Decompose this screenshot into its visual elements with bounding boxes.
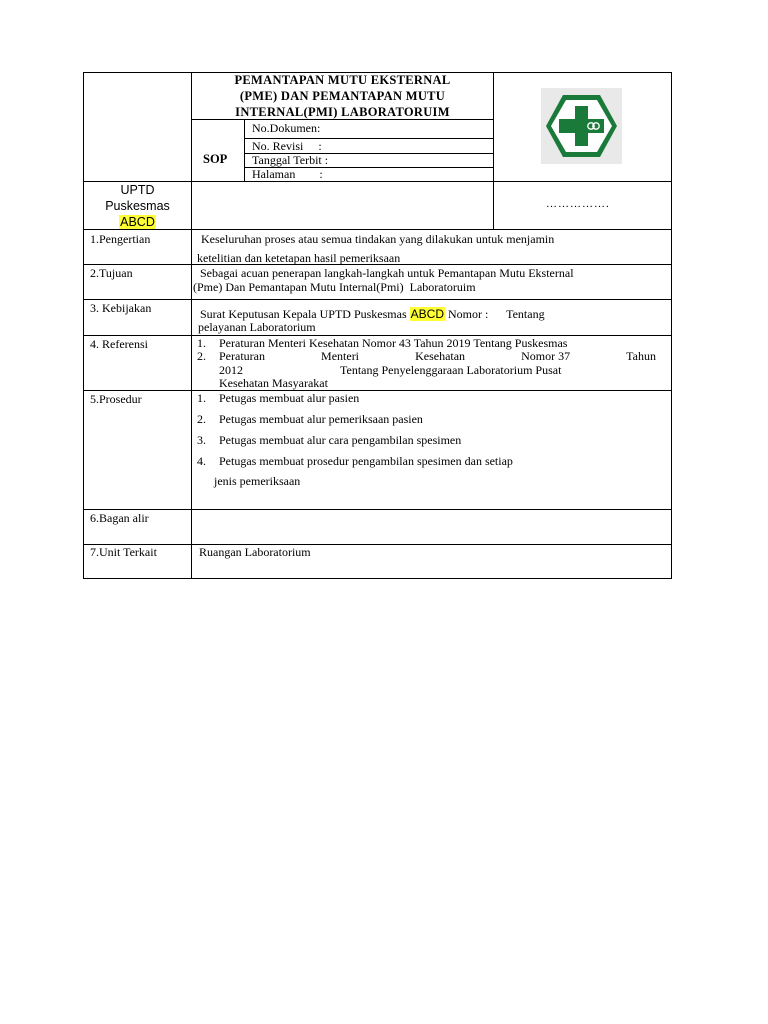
title-line-2: (PME) DAN PEMANTAPAN MUTU [239,89,446,103]
ref-2-line-1 [219,349,656,363]
text-pengertian-2: ketelitian dan ketetapan hasil pemeriksaan [197,251,401,265]
label-kebijakan: 3. Kebijakan [90,301,152,315]
row-line-prosedur [83,390,672,391]
row-line-unit [83,544,672,545]
ref-2-word-1: Peraturan [219,349,265,363]
org-name-highlight: ABCD [120,215,155,229]
ref-2-word-5: Tahun [626,349,656,363]
table-border-left [83,72,84,579]
ref-2-num: 2. [197,349,206,363]
ref-2-word-3: Kesehatan [415,349,466,363]
org-line-uptd: UPTD [120,183,155,197]
field-no-dokumen: No.Dokumen: [252,121,321,135]
row-line-bagan [83,509,672,510]
text-tujuan-2: (Pme) Dan Pemantapan Mutu Internal(Pmi) Laboratoruim [193,280,476,294]
puskesmas-logo [541,88,622,164]
document-title [192,72,493,120]
prosedur-1-text: Petugas membuat alur pasien [219,391,360,405]
table-divider-logo-column [493,72,494,229]
prosedur-2-text: Petugas membuat alur pemeriksaan pasien [219,412,423,426]
field-tanggal-terbit: Tanggal Terbit : [252,153,329,167]
signature-placeholder: ……………. [546,198,610,210]
table-divider-label-column [191,72,192,579]
organization-name [84,182,191,230]
ref-2-year: 2012 [219,363,243,377]
text-pengertian-1: Keseluruhan proses atau semua tindakan yang dilakukan untuk menjamin [201,232,555,246]
cross-logo-icon [541,88,622,164]
table-border-right [671,72,672,579]
prosedur-2-num: 2. [197,412,206,426]
title-line-1: PEMANTAPAN MUTU EKSTERNAL [234,73,451,87]
label-prosedur: 5.Prosedur [90,392,142,406]
ref-2-word-2: Menteri [321,349,360,363]
ref-1-num: 1. [197,336,206,350]
org-line-name [84,214,191,230]
prosedur-3-num: 3. [197,433,206,447]
field-no-revisi: No. Revisi : [252,139,322,153]
title-line-3: INTERNAL(PMI) LABORATORUIM [235,105,450,119]
kebijakan-highlight: ABCD [410,307,444,321]
kebijakan-after: Nomor : Tentang [447,307,545,321]
ref-2-line-2: Tentang Penyelenggaraan Laboratorium Pusat [340,363,562,377]
prosedur-1-num: 1. [197,391,206,405]
table-border-bottom [83,578,672,579]
row-line-kebijakan [83,299,672,300]
field-halaman: Halaman : [252,167,323,181]
text-kebijakan-1 [200,307,545,321]
kebijakan-before: Surat Keputusan Kepala UPTD Puskesmas [200,307,407,321]
label-referensi: 4. Referensi [90,337,148,351]
fields-divider-vertical [244,119,245,182]
text-tujuan-1: Sebagai acuan penerapan langkah-langkah untuk Pemantapan Mutu Eksternal [200,266,574,280]
label-pengertian: 1.Pengertian [90,232,151,246]
ref-2-word-4: Nomor 37 [521,349,571,363]
prosedur-4-continuation: jenis pemeriksaan [214,474,301,488]
ref-2-line-3: Kesehatan Masyarakat [219,376,328,390]
prosedur-4-num: 4. [197,454,206,468]
text-kebijakan-2: pelayanan Laboratorium [198,320,316,334]
label-bagan-alir: 6.Bagan alir [90,511,149,525]
ref-1-text: Peraturan Menteri Kesehatan Nomor 43 Tahun 2019 Tentang Puskesmas [219,336,568,350]
sop-label: SOP [203,152,228,166]
text-unit-terkait: Ruangan Laboratorium [199,545,311,559]
label-unit-terkait: 7.Unit Terkait [90,545,157,559]
org-line-puskesmas: Puskesmas [105,199,170,213]
label-tujuan: 2.Tujuan [90,266,133,280]
prosedur-4-text: Petugas membuat prosedur pengambilan spesimen dan setiap [219,454,513,468]
prosedur-3-text: Petugas membuat alur cara pengambilan spesimen [219,433,462,447]
